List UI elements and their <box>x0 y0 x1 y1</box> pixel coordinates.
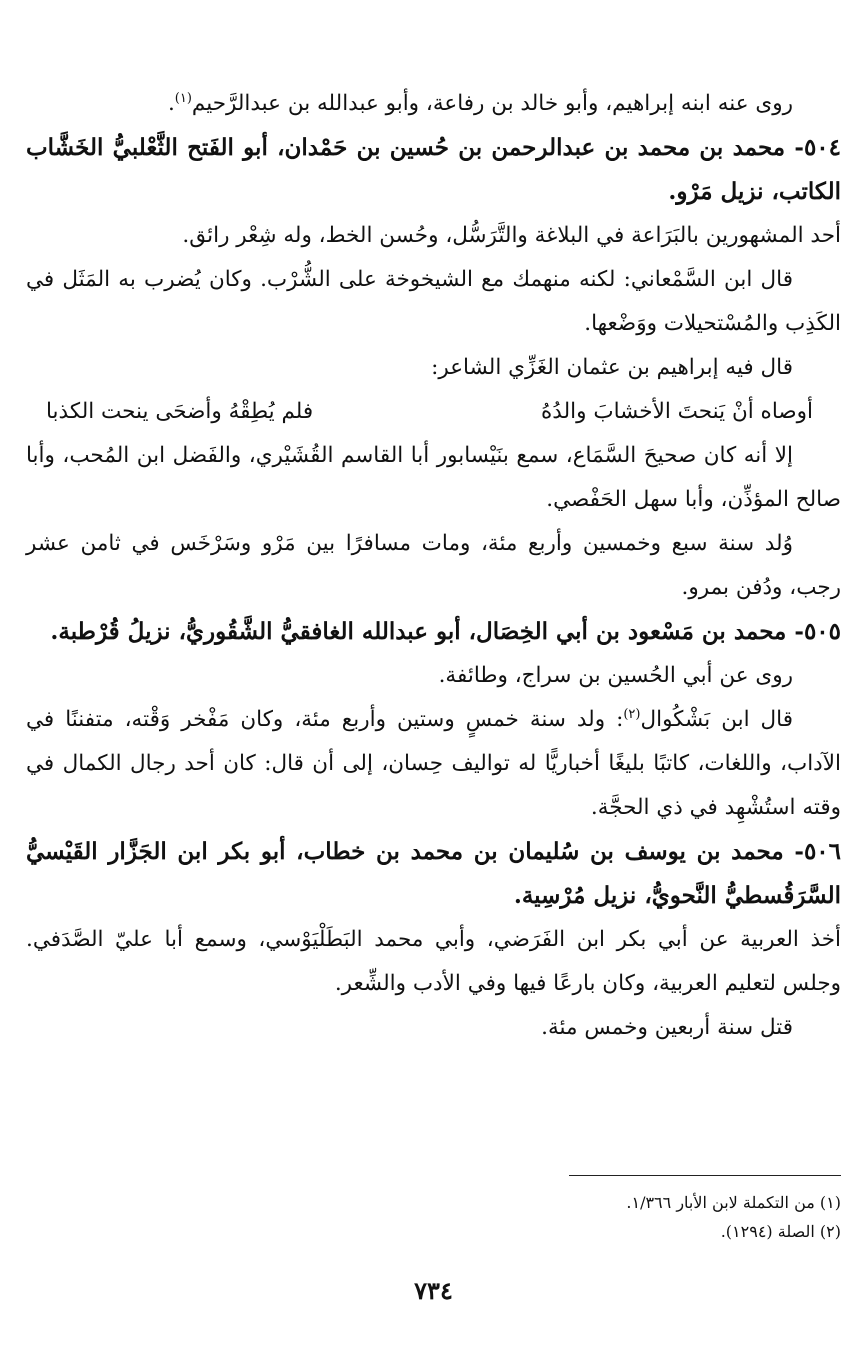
paragraph-text: روى عنه ابنه إبراهيم، وأبو خالد بن رفاعة، وأبو عبدالله بن عبدالرَّحيم <box>191 91 793 116</box>
entry-heading-504: ٥٠٤- محمد بن محمد بن عبدالرحمن بن حُسين بن حَمْدان، أبو الفَتح الثَّعْلبيُّ الخَشَّاب الكاتب، نزيل مَرْو. <box>26 134 841 205</box>
footnotes <box>26 1188 841 1246</box>
poem-verse <box>26 390 841 434</box>
paragraph: قتل سنة أربعين وخمس مئة. <box>541 1015 793 1040</box>
paragraph-text: قال ابن بَشْكُوال <box>640 707 794 732</box>
poem-hemistich-second: فلم يُطِقْهُ وأضحَى ينحت الكذبا <box>46 399 314 424</box>
paragraph <box>26 82 841 126</box>
page-number: ٧٣٤ <box>414 1276 453 1305</box>
paragraph: روى عن أبي الحُسين بن سراج، وطائفة. <box>438 663 793 688</box>
main-text <box>26 82 841 1050</box>
entry-heading-505: ٥٠٥- محمد بن مَسْعود بن أبي الخِصَال، أبو عبدالله الغافقيُّ الشَّقُوريُّ، نزيلُ قُرْطبة. <box>50 618 841 645</box>
paragraph: قال ابن السَّمْعاني: لكنه منهمك مع الشيخوخة على الشُّرْب. وكان يُضرب به المَثَل في الكَذِب والمُسْتحيلات ووَضْعها. <box>26 267 841 336</box>
paragraph: إلا أنه كان صحيحَ السَّمَاع، سمع بنَيْسابور أبا القاسم القُشَيْري، والفَضل ابن المُحب، وأبا صالح المؤذِّن، وأبا سهل الحَفْصي. <box>26 443 841 512</box>
paragraph-text: : ولد سنة خمسٍ وستين وأربع مئة، وكان مَفْخر وَقْته، متفننًا في الآداب، واللغات، كاتبًا بليغًا أخباريًّا له تواليف حِسان، إلى أن قال: كان أحد رجال الكمال في وقته استُشْهِد في ذي الحجَّة. <box>26 707 841 820</box>
paragraph: أخذ العربية عن أبي بكر ابن الفَرَضي، وأبي محمد البَطَلْيَوْسي، وسمع أبا عليّ الصَّدَفي. وجلس لتعليم العربية، وكان بارعًا فيها وفي الأدب والشِّعر. <box>26 927 841 996</box>
paragraph: وُلد سنة سبع وخمسين وأربع مئة، ومات مسافرًا بين مَرْو وسَرْخَس في ثامن عشر رجب، ودُفن بمرو. <box>26 531 841 600</box>
paragraph-end: . <box>167 91 175 116</box>
footnote-divider <box>569 1175 841 1176</box>
footnote-marker: (١) <box>174 90 192 106</box>
entry-heading-506: ٥٠٦- محمد بن يوسف بن سُليمان بن محمد بن خطاب، أبو بكر ابن الجَزَّار القَيْسيُّ السَّرَقُسطيُّ النَّحويُّ، نزيل مُرْسِية. <box>26 838 841 909</box>
footnote-marker: (٢) <box>623 706 641 722</box>
paragraph <box>26 698 841 830</box>
paragraph: أحد المشهورين بالبَرَاعة في البلاغة والتَّرَسُّل، وحُسن الخط، وله شِعْر رائق. <box>182 223 841 248</box>
footnote-item: (١) من التكملة لابن الأبار ١/٣٦٦. <box>626 1193 841 1212</box>
poem-hemistich-first: أوصاه أنْ يَنحتَ الأخشابَ والدُهُ <box>541 399 813 424</box>
footnote-item: (٢) الصلة (١٢٩٤). <box>720 1222 841 1241</box>
paragraph: قال فيه إبراهيم بن عثمان الغَزِّي الشاعر: <box>431 355 793 380</box>
